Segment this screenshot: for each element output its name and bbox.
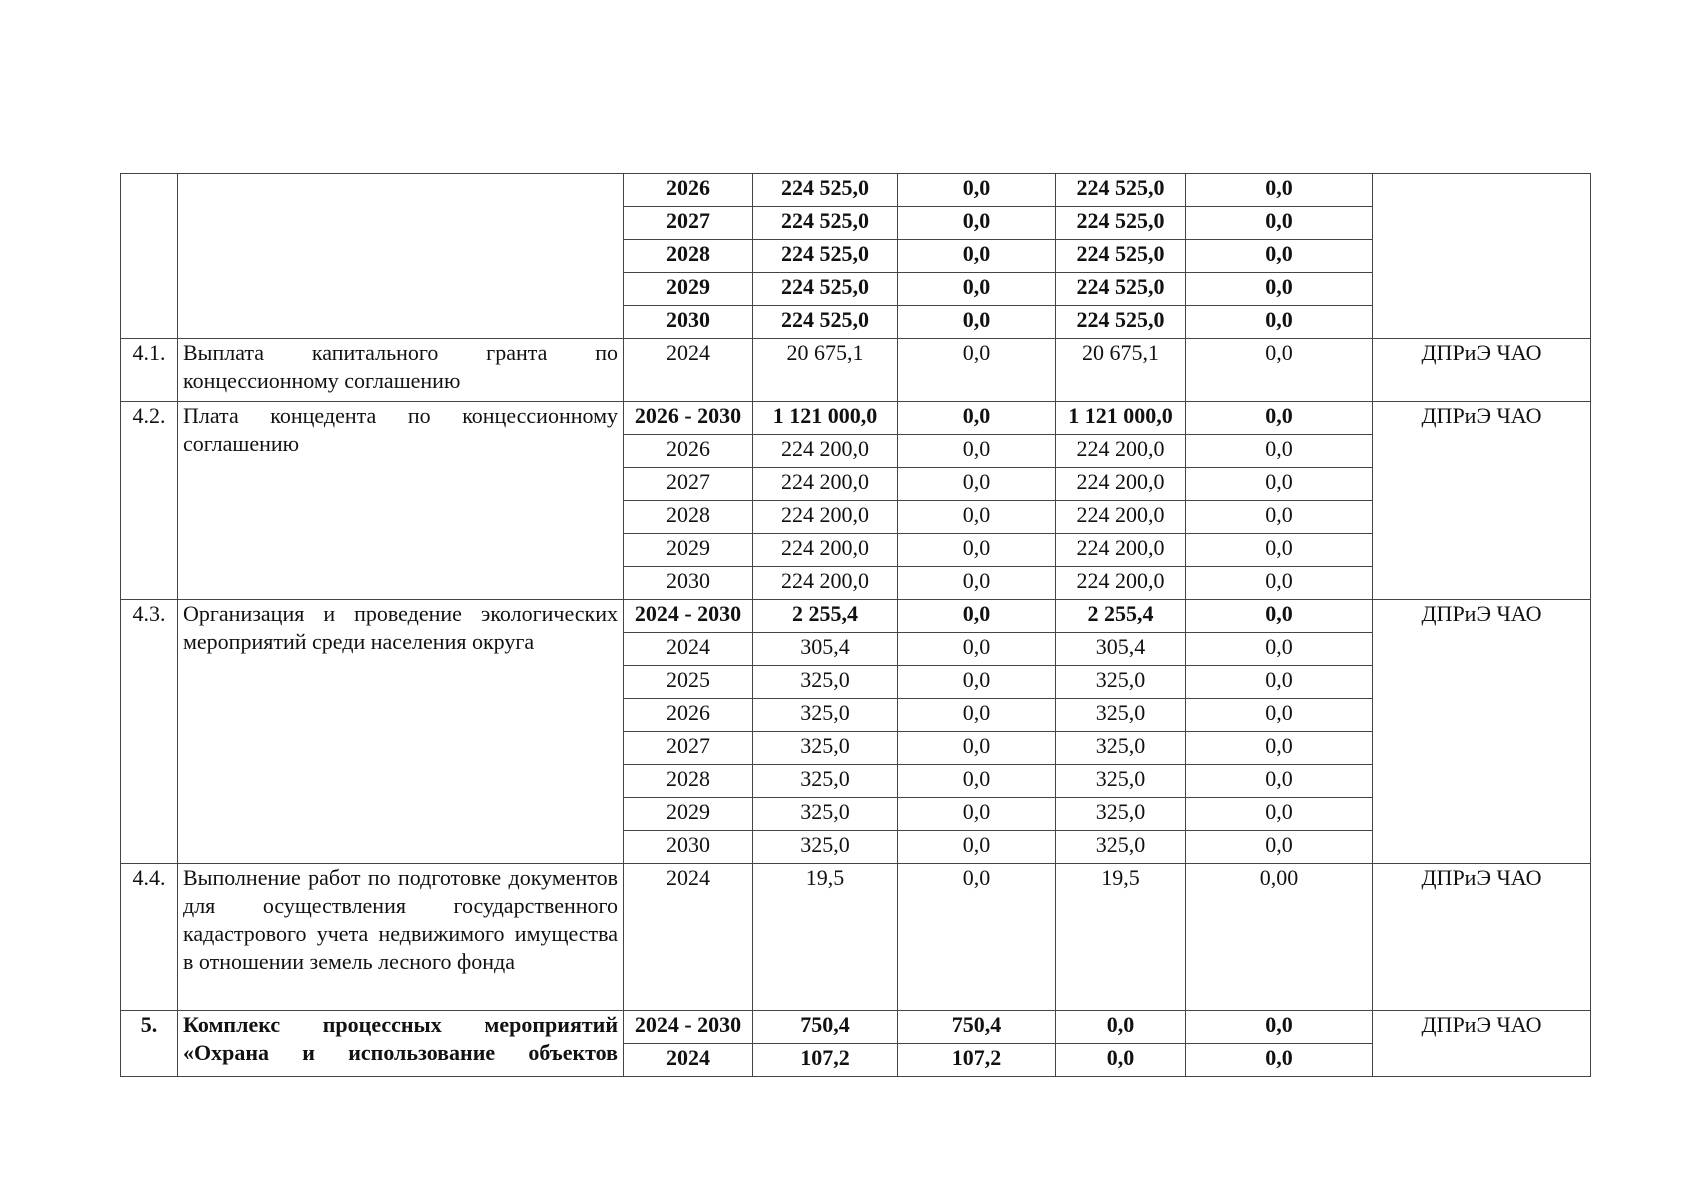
period-cell: 2024 - 2030 [624,1011,753,1044]
table-row [121,600,1591,633]
year-cell: 2028 [624,240,753,273]
total-cell: 325,0 [753,798,898,831]
table-row [121,864,1591,1011]
value-cell: 2 255,4 [1056,600,1186,633]
value-cell: 0,0 [898,435,1056,468]
value-cell: 0,0 [1186,1011,1373,1044]
total-cell: 107,2 [753,1044,898,1077]
value-cell: 0,0 [1186,600,1373,633]
value-cell: 0,0 [1186,306,1373,339]
value-cell: 0,0 [898,240,1056,273]
total-cell: 325,0 [753,732,898,765]
value-cell: 0,0 [898,534,1056,567]
responsible-org: ДПРиЭ ЧАО [1373,1011,1591,1077]
total-cell: 2 255,4 [753,600,898,633]
total-cell: 224 525,0 [753,174,898,207]
value-cell: 0,0 [898,633,1056,666]
item-description [178,864,624,1011]
total-cell: 224 200,0 [753,534,898,567]
value-cell: 325,0 [1056,831,1186,864]
value-cell: 0,0 [898,567,1056,600]
value-cell: 0,0 [1186,798,1373,831]
year-cell: 2029 [624,534,753,567]
year-cell: 2024 [624,633,753,666]
year-cell: 2030 [624,306,753,339]
value-cell: 0,0 [1186,240,1373,273]
total-cell: 325,0 [753,831,898,864]
item-desc-cell [178,174,624,339]
value-cell: 0,0 [1056,1044,1186,1077]
total-cell: 224 200,0 [753,567,898,600]
value-cell: 0,0 [898,273,1056,306]
value-cell: 0,0 [898,798,1056,831]
value-cell: 325,0 [1056,765,1186,798]
value-cell: 224 200,0 [1056,567,1186,600]
value-cell: 20 675,1 [1056,339,1186,402]
value-cell: 0,0 [1186,339,1373,402]
item-number: 4.1. [121,339,178,402]
value-cell: 0,0 [1186,831,1373,864]
value-cell: 0,0 [898,699,1056,732]
value-cell: 325,0 [1056,732,1186,765]
value-cell: 0,0 [898,339,1056,402]
total-cell: 325,0 [753,666,898,699]
year-cell: 2029 [624,798,753,831]
value-cell: 0,0 [898,207,1056,240]
table-row [121,339,1591,402]
item-number: 4.3. [121,600,178,864]
value-cell: 224 525,0 [1056,174,1186,207]
value-cell: 0,0 [898,501,1056,534]
value-cell: 0,0 [1186,402,1373,435]
value-cell: 224 525,0 [1056,240,1186,273]
value-cell: 0,0 [1186,765,1373,798]
responsible-org: ДПРиЭ ЧАО [1373,402,1591,600]
year-cell: 2026 [624,174,753,207]
value-cell: 0,0 [898,666,1056,699]
total-cell: 325,0 [753,765,898,798]
value-cell: 0,0 [898,306,1056,339]
item-number: 5. [121,1011,178,1077]
year-cell: 2025 [624,666,753,699]
total-cell: 1 121 000,0 [753,402,898,435]
total-cell: 305,4 [753,633,898,666]
total-cell: 224 200,0 [753,501,898,534]
year-cell: 2030 [624,567,753,600]
value-cell: 0,0 [1186,567,1373,600]
item-description [178,339,624,402]
value-cell: 0,0 [1186,468,1373,501]
value-cell: 0,0 [1186,273,1373,306]
responsible-cell [1373,174,1591,339]
value-cell: 0,0 [898,831,1056,864]
total-cell: 224 525,0 [753,273,898,306]
value-cell: 0,0 [1186,534,1373,567]
value-cell: 325,0 [1056,666,1186,699]
value-cell: 0,0 [1186,666,1373,699]
item-description [178,402,624,600]
total-cell: 224 525,0 [753,306,898,339]
year-cell: 2027 [624,732,753,765]
period-cell: 2024 - 2030 [624,600,753,633]
table-row [121,402,1591,435]
item-description-text: Выполнение работ по подготовке документов для осуществления государственного кадастрового учета недвижимого имущества в отношении земель лесного фонда [183,865,618,974]
year-cell: 2028 [624,765,753,798]
value-cell: 0,0 [1186,1044,1373,1077]
value-cell: 0,0 [898,600,1056,633]
value-cell: 750,4 [898,1011,1056,1044]
year-cell: 2027 [624,207,753,240]
item-num-cell [121,174,178,339]
value-cell: 0,0 [1186,699,1373,732]
item-number: 4.2. [121,402,178,600]
responsible-org: ДПРиЭ ЧАО [1373,339,1591,402]
value-cell: 0,0 [898,468,1056,501]
item-number: 4.4. [121,864,178,1011]
value-cell: 224 200,0 [1056,468,1186,501]
year-cell: 2028 [624,501,753,534]
value-cell: 325,0 [1056,798,1186,831]
value-cell: 0,0 [1186,501,1373,534]
value-cell: 0,0 [1186,207,1373,240]
item-description [178,600,624,864]
total-cell: 750,4 [753,1011,898,1044]
total-cell: 224 525,0 [753,240,898,273]
table-row [121,1011,1591,1044]
value-cell: 0,0 [898,174,1056,207]
value-cell: 19,5 [1056,864,1186,1011]
year-cell: 2030 [624,831,753,864]
year-cell: 2026 [624,435,753,468]
responsible-org: ДПРиЭ ЧАО [1373,864,1591,1011]
value-cell: 224 525,0 [1056,273,1186,306]
year-cell: 2026 [624,699,753,732]
value-cell: 224 200,0 [1056,501,1186,534]
year-cell: 2024 [624,1044,753,1077]
value-cell: 305,4 [1056,633,1186,666]
item-description-text: Комплекс процессных мероприятий «Охрана и использование объектов [183,1012,618,1065]
item-description [178,1011,624,1077]
value-cell: 0,0 [898,732,1056,765]
item-description-text: Выплата капитального гранта по концессионному соглашению [183,340,618,393]
year-cell: 2029 [624,273,753,306]
value-cell: 224 200,0 [1056,534,1186,567]
total-cell: 19,5 [753,864,898,1011]
value-cell: 1 121 000,0 [1056,402,1186,435]
value-cell: 224 525,0 [1056,306,1186,339]
value-cell: 0,0 [1186,633,1373,666]
responsible-org: ДПРиЭ ЧАО [1373,600,1591,864]
value-cell: 0,0 [1056,1011,1186,1044]
item-description-text: Плата концедента по концессионному соглашению [183,403,618,456]
value-cell: 224 525,0 [1056,207,1186,240]
value-cell: 0,0 [1186,732,1373,765]
total-cell: 224 525,0 [753,207,898,240]
value-cell: 0,0 [1186,435,1373,468]
total-cell: 325,0 [753,699,898,732]
year-cell: 2024 [624,339,753,402]
budget-table [120,173,1591,1077]
value-cell: 0,0 [898,765,1056,798]
year-cell: 2027 [624,468,753,501]
item-description-text: Организация и проведение экологических мероприятий среди населения округа [183,601,618,654]
value-cell: 0,00 [1186,864,1373,1011]
value-cell: 325,0 [1056,699,1186,732]
year-cell: 2024 [624,864,753,1011]
table-row [121,174,1591,207]
value-cell: 107,2 [898,1044,1056,1077]
total-cell: 224 200,0 [753,435,898,468]
value-cell: 0,0 [898,402,1056,435]
total-cell: 224 200,0 [753,468,898,501]
value-cell: 0,0 [1186,174,1373,207]
total-cell: 20 675,1 [753,339,898,402]
value-cell: 224 200,0 [1056,435,1186,468]
period-cell: 2026 - 2030 [624,402,753,435]
value-cell: 0,0 [898,864,1056,1011]
